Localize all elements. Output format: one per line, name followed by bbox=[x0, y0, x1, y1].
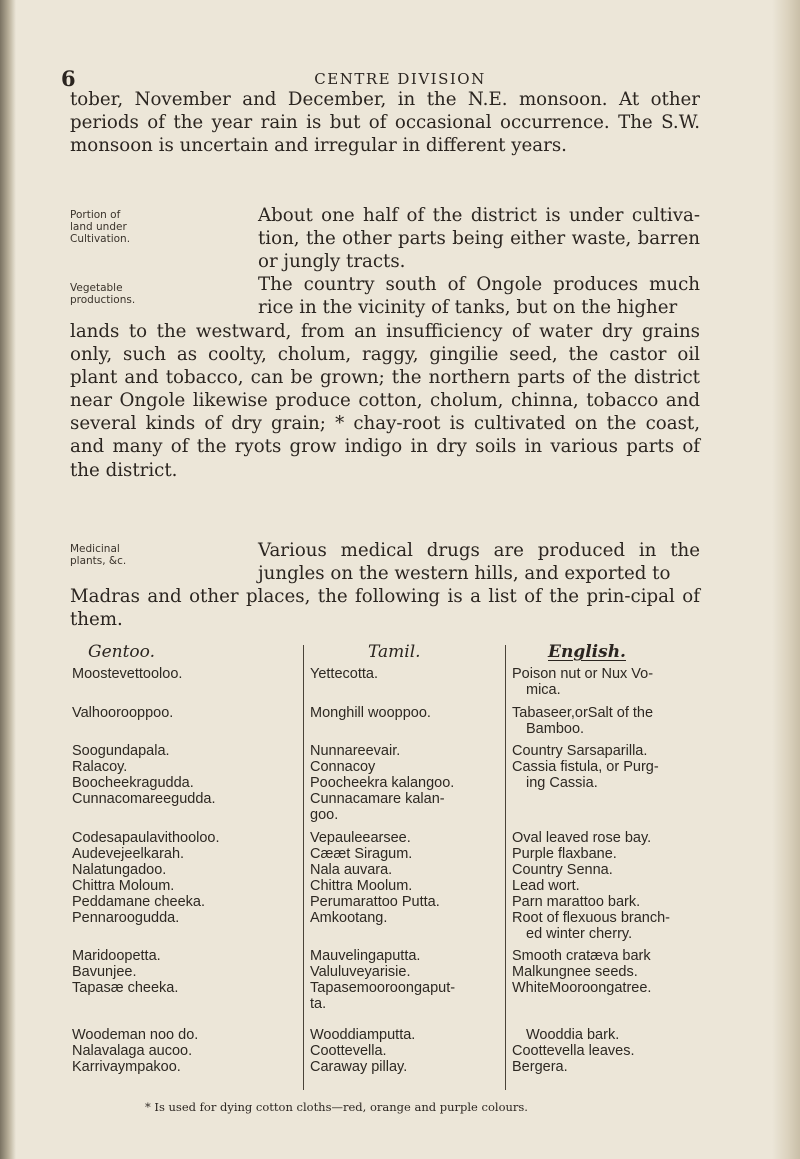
english-cell: Poison nut or Nux Vo- bbox=[512, 666, 654, 682]
tamil-cell: Yettecotta. bbox=[310, 666, 378, 682]
gentoo-cell: Valhoorooppoo. bbox=[72, 705, 174, 721]
english-cell: Country Senna. bbox=[512, 862, 613, 878]
english-cell: Purple flaxbane. bbox=[512, 846, 617, 862]
paragraph-cultivation: About one half of the district is under cultiva-tion, the other parts being either waste, barren or jungly tracts. bbox=[258, 205, 700, 273]
tamil-cell: Caraway pillay. bbox=[310, 1059, 408, 1075]
gentoo-cell: Bavunjee. bbox=[72, 964, 137, 980]
gentoo-cell: Karrivaympakoo. bbox=[72, 1059, 181, 1075]
page-number: 6 bbox=[61, 66, 76, 91]
tamil-cell: Amkootang. bbox=[310, 910, 388, 926]
margin-note-vegetable-text: Vegetable productions. bbox=[70, 282, 136, 306]
tamil-cell: Monghill wooppoo. bbox=[310, 705, 431, 721]
margin-note-vegetable bbox=[70, 282, 136, 306]
english-cell: Lead wort. bbox=[512, 878, 580, 894]
tamil-cell: Mauvelingaputta. bbox=[310, 948, 421, 964]
column-header-gentoo: Gentoo. bbox=[88, 642, 155, 662]
page-header bbox=[0, 66, 800, 90]
english-cell: Cassia fistula, or Purg- bbox=[512, 759, 659, 775]
margin-note-land-text: Portion of land under Cultivation. bbox=[70, 209, 131, 245]
footnote: * Is used for dying cotton cloths—red, orange and purple colours. bbox=[145, 1100, 528, 1114]
english-cell: Bergera. bbox=[512, 1059, 568, 1075]
english-cell: Parn marattoo bark. bbox=[512, 894, 641, 910]
gentoo-cell: Nalavalaga aucoo. bbox=[72, 1043, 193, 1059]
gentoo-cell: Cunnacomareegudda. bbox=[72, 791, 216, 807]
gentoo-cell: Nalatungadoo. bbox=[72, 862, 167, 878]
gentoo-cell: Chittra Moloum. bbox=[72, 878, 175, 894]
margin-note-medicinal-text: Medicinal plants, &c. bbox=[70, 543, 127, 567]
tamil-cell: ta. bbox=[310, 996, 327, 1012]
margin-note-medicinal bbox=[70, 543, 132, 567]
english-cell: Oval leaved rose bay. bbox=[512, 830, 652, 846]
paragraph-vegetable-rest: lands to the westward, from an insufficiency of water dry grains only, such as coolty, cholum, raggy, gingilie seed, the castor oil plant and tobacco, can be grown; the northern parts of the district near Ongole likewise produce cotton, cholum, chinna, tobacco and several kinds of dry grain; * chay-root is cultivated on the coast, and many of the ryots grow indigo in dry soils in various parts of the district. bbox=[70, 321, 700, 481]
english-cell: Tabaseer,orSalt of the bbox=[512, 705, 654, 721]
tamil-cell: Connacoy bbox=[310, 759, 376, 775]
paragraph-medicinal-rest: Madras and other places, the following is a list of the prin-cipal of them. bbox=[70, 586, 700, 631]
english-cell: ing Cassia. bbox=[526, 775, 598, 791]
tamil-cell: Coottevella. bbox=[310, 1043, 387, 1059]
tamil-cell: Perumarattoo Putta. bbox=[310, 894, 440, 910]
gentoo-cell: Maridoopetta. bbox=[72, 948, 161, 964]
tamil-cell: Wooddiamputta. bbox=[310, 1027, 416, 1043]
column-header-english: English. bbox=[548, 642, 626, 662]
english-cell: Root of flexuous branch- bbox=[512, 910, 670, 926]
english-cell: Malkungnee seeds. bbox=[512, 964, 638, 980]
english-cell: Country Sarsaparilla. bbox=[512, 743, 648, 759]
gentoo-cell: Audevejeelkarah. bbox=[72, 846, 185, 862]
paragraph-monsoon: tober, November and December, in the N.E. monsoon. At other periods of the year rain is but of occasional occurrence. The S.W. monsoon is uncertain and irregular in different years. bbox=[70, 89, 700, 157]
margin-note-land bbox=[70, 209, 132, 245]
tamil-cell: Poocheekra kalangoo. bbox=[310, 775, 455, 791]
tamil-cell: Chittra Moolum. bbox=[310, 878, 413, 894]
gentoo-cell: Ralacoy. bbox=[72, 759, 128, 775]
page-edge-shadow bbox=[772, 0, 800, 1159]
gentoo-cell: Soogundapala. bbox=[72, 743, 170, 759]
column-divider-1 bbox=[303, 645, 304, 1090]
gentoo-cell: Codesapaulavithooloo. bbox=[72, 830, 220, 846]
book-spine-shadow bbox=[0, 0, 16, 1159]
gentoo-cell: Tapasæ cheeka. bbox=[72, 980, 179, 996]
column-divider-2 bbox=[505, 645, 506, 1090]
paragraph-vegetable-lead: The country south of Ongole produces much rice in the vicinity of tanks, but on the higher bbox=[258, 274, 700, 319]
gentoo-cell: Moostevettooloo. bbox=[72, 666, 183, 682]
tamil-cell: Nunnareevair. bbox=[310, 743, 401, 759]
gentoo-cell: Pennaroogudda. bbox=[72, 910, 180, 926]
english-cell: Smooth cratæva bark bbox=[512, 948, 651, 964]
english-cell: ed winter cherry. bbox=[526, 926, 633, 942]
tamil-cell: Tapasemooroongaput- bbox=[310, 980, 456, 996]
paragraph-medicinal-lead: Various medical drugs are produced in the jungles on the western hills, and exported to bbox=[258, 540, 700, 585]
english-cell: mica. bbox=[526, 682, 561, 698]
english-cell: Coottevella leaves. bbox=[512, 1043, 635, 1059]
tamil-cell: Vepauleearsee. bbox=[310, 830, 411, 846]
gentoo-cell: Woodeman noo do. bbox=[72, 1027, 199, 1043]
tamil-cell: Nala auvara. bbox=[310, 862, 393, 878]
english-cell: WhiteMooroongatree. bbox=[512, 980, 652, 996]
tamil-cell: goo. bbox=[310, 807, 339, 823]
gentoo-cell: Peddamane cheeka. bbox=[72, 894, 206, 910]
tamil-cell: Cææt Siragum. bbox=[310, 846, 413, 862]
tamil-cell: Valuluveyarisie. bbox=[310, 964, 411, 980]
tamil-cell: Cunnacamare kalan- bbox=[310, 791, 445, 807]
english-cell: Wooddia bark. bbox=[526, 1027, 620, 1043]
gentoo-cell: Boocheekragudda. bbox=[72, 775, 194, 791]
column-header-tamil: Tamil. bbox=[368, 642, 421, 662]
running-head: CENTRE DIVISION bbox=[314, 70, 486, 88]
english-cell: Bamboo. bbox=[526, 721, 585, 737]
